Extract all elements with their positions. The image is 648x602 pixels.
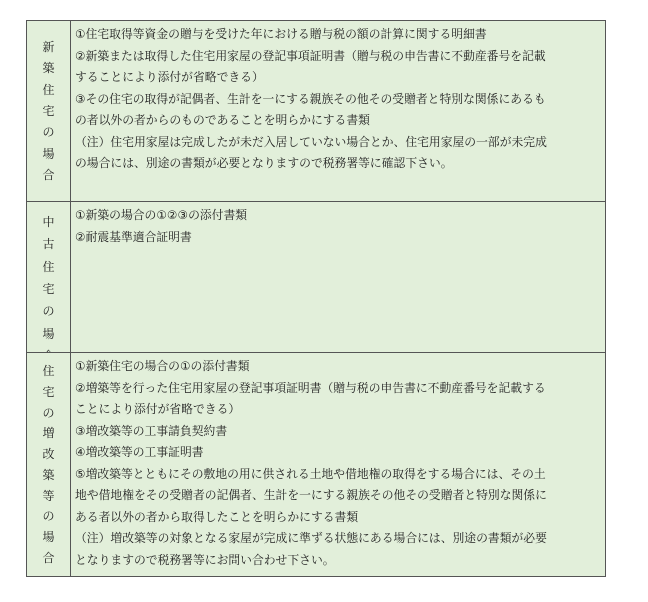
header-char: 築 [42,467,55,482]
content-line: ③その住宅の取得が記偶者、生計を一にする親族その他その受贈者と特別な関係にあるも [75,91,546,106]
content-line: ②耐震基準適合証明書 [75,229,192,244]
header-char: 宅 [42,281,55,296]
content-line: ①住宅取得等資金の贈与を受けた年における贈与税の額の計算に関する明細書 [75,27,487,41]
header-char: 中 [42,215,55,229]
header-char: 新 [42,40,55,54]
content-line: ①新築住宅の場合の①の添付書類 [75,359,250,373]
content-line: となりますので税務署等にお問い合わせ下さい。 [75,552,335,567]
section-header [27,202,71,362]
header-char: 場 [42,146,55,161]
content-line: ことにより添付が省略できる） [75,402,241,416]
content-line: ある者以外の者から取得したことを明らかにする書類 [75,509,359,524]
content-line: ⑤増改築等とともにその敷地の用に供される土地や借地権の取得をする場合には、その土 [75,466,546,481]
header-char: 改 [42,447,55,462]
header-char: の [42,509,55,524]
section-used-house [26,201,606,353]
header-char: 宅 [42,384,55,399]
header-char: 合 [42,550,55,565]
section-content [71,353,605,576]
header-char: の [42,304,55,319]
content-line: ②新築または取得した住宅用家屋の登記事項証明書（贈与税の申告書に不動産番号を記載 [75,48,546,63]
section-content [71,21,605,201]
content-line: 地や借地権をその受贈者の記偶者、生計を一にする親族その他その受贈者と特別な関係に [75,488,547,502]
header-char: 住 [42,364,55,378]
header-char: 等 [42,488,55,503]
section-content [71,202,605,352]
content-line: ③増改築等の工事請負契約書 [75,423,228,438]
content-line: ①新築の場合の①②③の添付書類 [75,208,248,222]
content-line: の場合には、別途の書類が必要となりますので税務署等に確認下さい。 [75,156,453,170]
header-char: の [42,405,55,420]
header-char: 場 [42,530,55,545]
content-line: することにより添付が省略できる） [75,70,264,84]
header-char: 古 [42,237,55,252]
content-line: （注）増改築等の対象となる家屋が完成に準ずる状態にある場合には、別途の書類が必要 [75,531,547,545]
header-char: 増 [42,426,55,441]
header-char: 合 [42,167,55,182]
header-char: 住 [42,259,55,274]
content-line: ②増築等を行った住宅用家屋の登記事項証明書（贈与税の申告書に不動産番号を記載する [75,380,546,395]
content-line: （注）住宅用家屋は完成したが未だ入居していない場合とか、住宅用家屋の一部が未完成 [75,134,547,149]
header-char: 住 [42,82,55,97]
section-header [27,21,71,201]
section-renovation [26,352,606,577]
content-line: の者以外の者からのものであることを明らかにする書類 [75,113,370,127]
content-line: ④増改築等の工事証明書 [75,445,204,459]
header-char: 宅 [42,103,55,118]
section-new-house [26,20,606,202]
header-char: 場 [42,326,55,341]
header-char: の [42,125,55,140]
section-header [27,353,71,576]
header-char: 築 [42,61,55,76]
